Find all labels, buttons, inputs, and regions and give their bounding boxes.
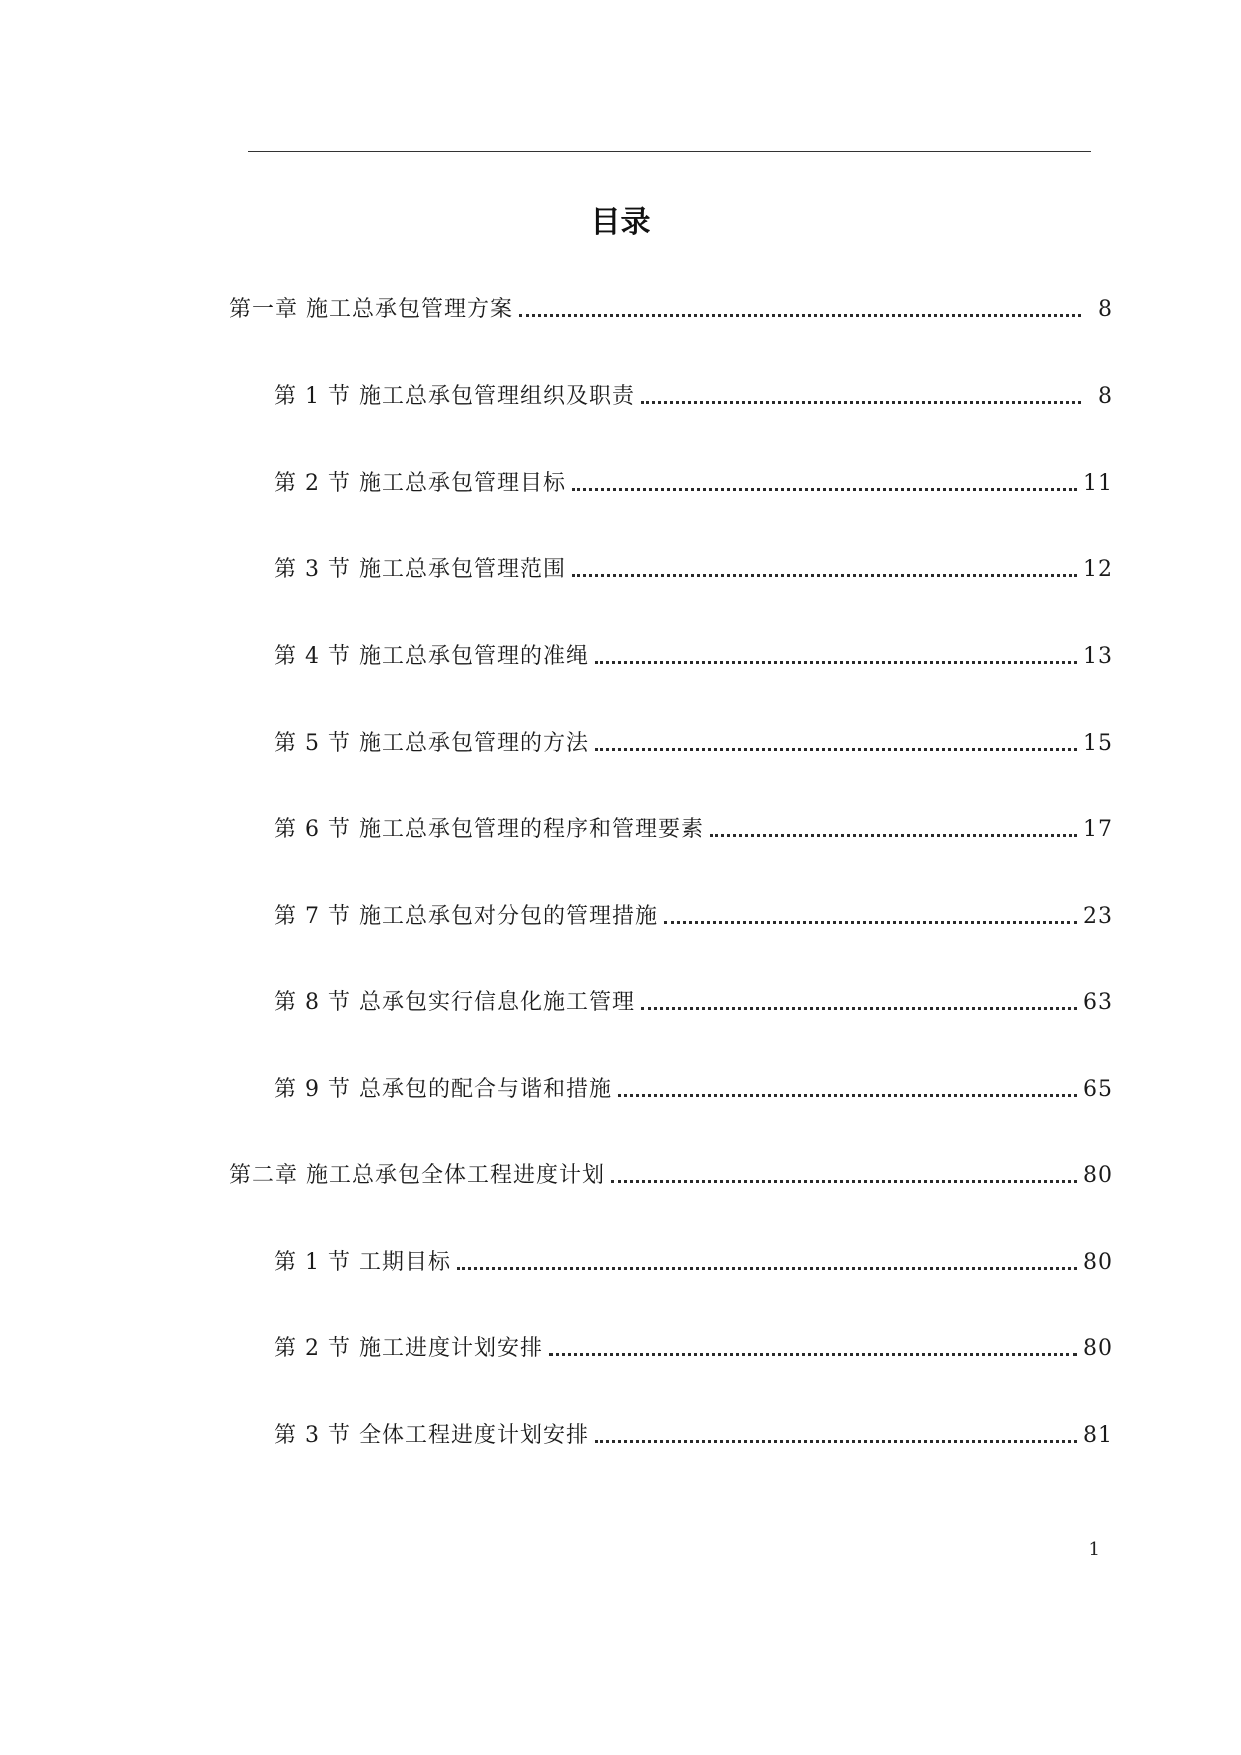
toc-entry-label: 第二章 施工总承包全体工程进度计划 — [229, 1163, 605, 1188]
dot-leader — [572, 574, 1077, 577]
toc-section-1-4[interactable] — [274, 642, 1113, 672]
dot-leader — [457, 1267, 1077, 1270]
toc-section-2-2[interactable] — [274, 1334, 1113, 1364]
toc-entry-page: 80 — [1083, 1250, 1113, 1275]
page-number: 1 — [1088, 1539, 1100, 1560]
toc-entry-label: 第 8 节 总承包实行信息化施工管理 — [274, 990, 635, 1015]
toc-section-1-6[interactable] — [274, 815, 1113, 845]
dot-leader — [641, 401, 1081, 404]
dot-leader — [519, 314, 1081, 317]
toc-entry-label: 第 5 节 施工总承包管理的方法 — [274, 731, 589, 756]
toc-section-1-5[interactable] — [274, 729, 1113, 759]
toc-entry-page: 13 — [1083, 644, 1113, 669]
toc-entry-page: 12 — [1083, 557, 1113, 582]
toc-entry-label: 第 7 节 施工总承包对分包的管理措施 — [274, 904, 658, 929]
toc-entry-page: 8 — [1098, 297, 1113, 322]
toc-section-1-7[interactable] — [274, 902, 1113, 932]
toc-section-1-3[interactable] — [274, 555, 1113, 585]
toc-entry-label: 第一章 施工总承包管理方案 — [229, 297, 513, 322]
dot-leader — [549, 1353, 1077, 1356]
toc-entry-page: 8 — [1098, 384, 1113, 409]
dot-leader — [664, 921, 1077, 924]
toc-chapter-1[interactable] — [229, 295, 1113, 325]
toc-entry-page: 65 — [1083, 1077, 1113, 1102]
toc-entry-page: 63 — [1083, 990, 1113, 1015]
toc-entry-page: 80 — [1083, 1336, 1113, 1361]
toc-entry-label: 第 9 节 总承包的配合与谐和措施 — [274, 1077, 612, 1102]
toc-section-2-3[interactable] — [274, 1421, 1113, 1451]
toc-section-1-1[interactable] — [274, 382, 1113, 412]
toc-entry-label: 第 3 节 全体工程进度计划安排 — [274, 1423, 589, 1448]
toc-section-1-8[interactable] — [274, 988, 1113, 1018]
toc-entry-page: 17 — [1083, 817, 1113, 842]
toc-entry-label: 第 6 节 施工总承包管理的程序和管理要素 — [274, 817, 704, 842]
dot-leader — [641, 1007, 1077, 1010]
toc-chapter-2[interactable] — [229, 1161, 1113, 1191]
toc-entry-label: 第 3 节 施工总承包管理范围 — [274, 557, 566, 582]
dot-leader — [611, 1180, 1077, 1183]
toc-entry-page: 81 — [1083, 1423, 1113, 1448]
toc-entry-label: 第 1 节 施工总承包管理组织及职责 — [274, 384, 635, 409]
toc-section-2-1[interactable] — [274, 1248, 1113, 1278]
dot-leader — [595, 661, 1077, 664]
toc-entry-page: 23 — [1083, 904, 1113, 929]
toc-entry-page: 80 — [1083, 1163, 1113, 1188]
dot-leader — [595, 1440, 1077, 1443]
toc-entry-page: 15 — [1083, 731, 1113, 756]
toc-section-1-9[interactable] — [274, 1075, 1113, 1105]
dot-leader — [710, 834, 1077, 837]
toc-entry-page: 11 — [1083, 471, 1113, 496]
dot-leader — [618, 1094, 1077, 1097]
dot-leader — [595, 748, 1077, 751]
toc-entry-label: 第 2 节 施工进度计划安排 — [274, 1336, 543, 1361]
toc-entry-label: 第 1 节 工期目标 — [274, 1250, 451, 1275]
toc-entry-label: 第 4 节 施工总承包管理的准绳 — [274, 644, 589, 669]
toc-section-1-2[interactable] — [274, 469, 1113, 499]
toc-entry-label: 第 2 节 施工总承包管理目标 — [274, 471, 566, 496]
dot-leader — [572, 488, 1077, 491]
toc-title: 目录 — [590, 205, 651, 240]
